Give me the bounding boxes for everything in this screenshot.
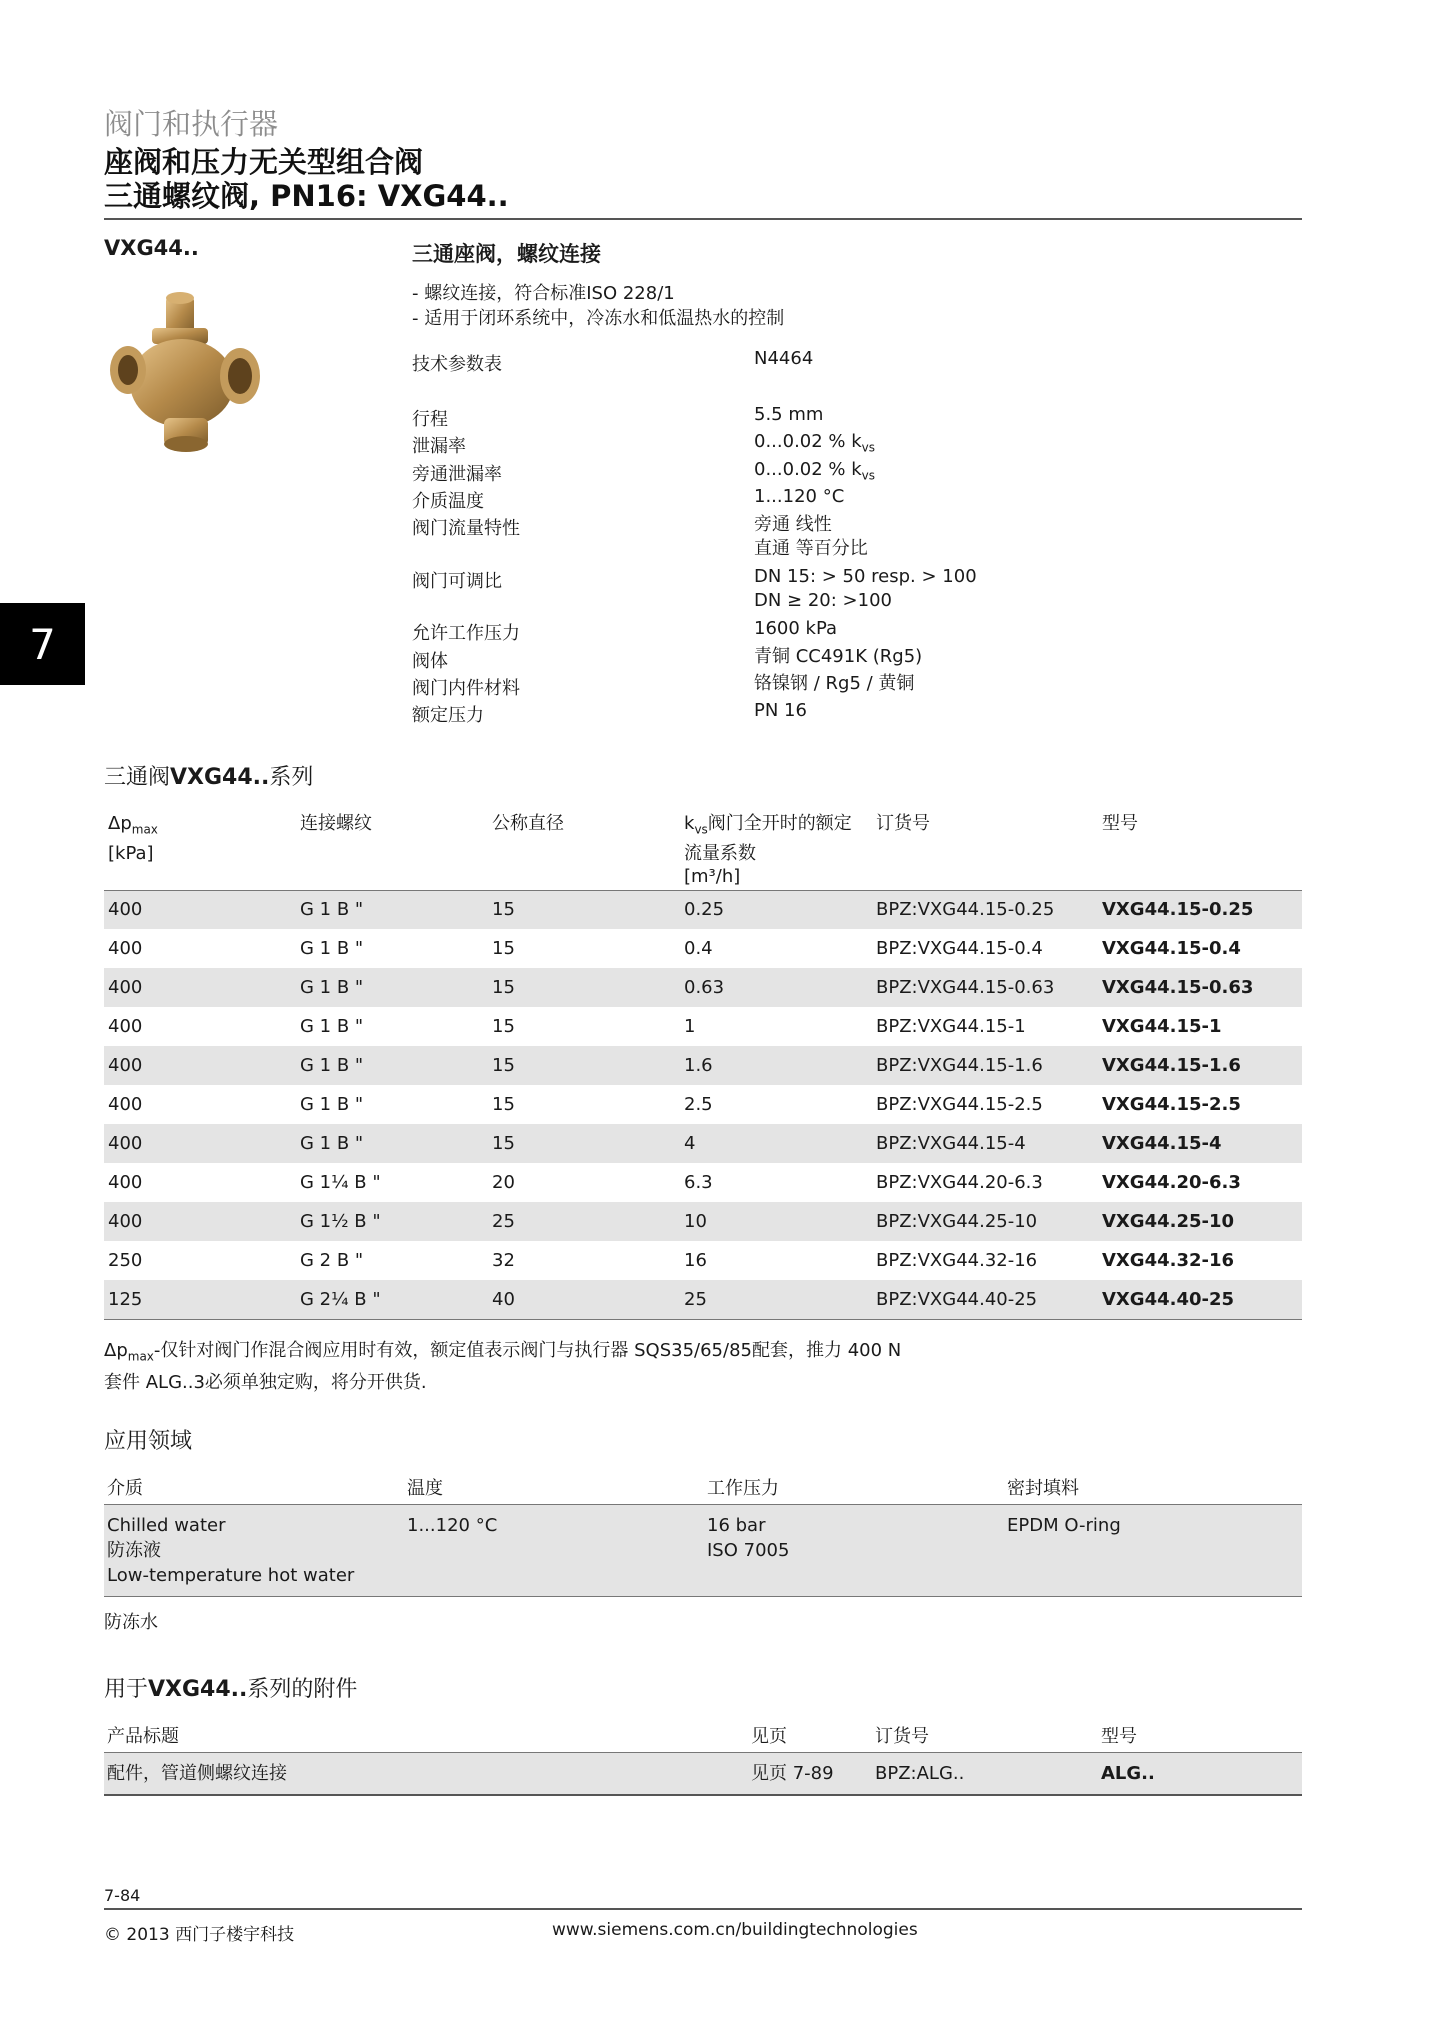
spec-label: 介质温度 bbox=[412, 491, 484, 512]
cell-thread: G 1 B " bbox=[300, 1055, 364, 1076]
cell-type: VXG44.40-25 bbox=[1102, 1288, 1235, 1310]
spec-label: 阀体 bbox=[412, 651, 448, 672]
product-code: VXG44.. bbox=[104, 236, 199, 260]
spec-label: 允许工作压力 bbox=[412, 623, 520, 644]
col-header-title: 产品标题 bbox=[107, 1726, 179, 1747]
cell-dp: 400 bbox=[108, 1094, 143, 1115]
spec-value: N4464 bbox=[754, 348, 814, 369]
table-row bbox=[104, 1241, 1302, 1280]
col-header-type: 型号 bbox=[1101, 1726, 1137, 1747]
cell-dn: 15 bbox=[492, 1094, 515, 1115]
cell-kvs: 1.6 bbox=[684, 1055, 713, 1076]
cell-kvs: 0.25 bbox=[684, 899, 725, 921]
cell-thread: G 1 B " bbox=[300, 938, 364, 959]
series-note: $\Delta p_{max}-$仅针对阀门作混合阀应用时有效，额定值表示阀门与执行器 SQS35/65/85配套，推力 400 N 套件 ALG..3必须单独定购，将分开供货. bbox=[104, 1340, 902, 1393]
chapter-tab: 7 bbox=[0, 603, 85, 685]
spec-value: 铬镍钢 / Rg5 / 黄铜 bbox=[754, 673, 915, 694]
col-header-order: 订货号 bbox=[876, 813, 930, 834]
cell-dp: 400 bbox=[108, 899, 143, 921]
cell-dp: 400 bbox=[108, 938, 143, 959]
cell-thread: G 1¼ B " bbox=[300, 1172, 381, 1193]
cell-order: BPZ:VXG44.15-1 bbox=[876, 1016, 1026, 1037]
cell-order: BPZ:VXG44.25-10 bbox=[876, 1211, 1038, 1232]
footer-divider bbox=[104, 1908, 1302, 1910]
spec-label: 泄漏率 bbox=[412, 436, 466, 457]
cell-type: VXG44.15-1.6 bbox=[1102, 1055, 1241, 1076]
col-header-dn: 公称直径 bbox=[492, 813, 564, 834]
table-row bbox=[104, 1046, 1302, 1085]
cell-dp: 400 bbox=[108, 1133, 143, 1154]
application-section-title: 应用领域 bbox=[104, 1429, 193, 1454]
feature-item: - 适用于闭环系统中，冷冻水和低温热水的控制 bbox=[412, 306, 784, 331]
cell-thread: G 1 B " bbox=[300, 1094, 364, 1115]
cell-thread: G 1 B " bbox=[300, 977, 364, 998]
cell-order: BPZ:ALG.. bbox=[872, 1753, 1098, 1796]
table-row bbox=[104, 1124, 1302, 1163]
feature-list bbox=[412, 281, 784, 331]
cell-thread: G 2 B " bbox=[300, 1250, 364, 1271]
cell-kvs: 10 bbox=[684, 1211, 707, 1232]
cell-thread: G 2¼ B " bbox=[300, 1288, 381, 1310]
website-link[interactable]: www.siemens.com.cn/buildingtechnologies bbox=[552, 1920, 918, 1940]
col-header-medium: 介质 bbox=[107, 1478, 143, 1499]
cell-page-link[interactable]: 见页 7-89 bbox=[748, 1753, 872, 1796]
col-header-type: 型号 bbox=[1102, 813, 1138, 834]
cell-order: BPZ:VXG44.15-0.25 bbox=[876, 899, 1055, 921]
cell-dn: 40 bbox=[492, 1288, 515, 1310]
spec-label: 行程 bbox=[412, 409, 448, 430]
cell-kvs: 2.5 bbox=[684, 1094, 713, 1115]
cell-dn: 15 bbox=[492, 899, 515, 921]
header-divider bbox=[104, 218, 1302, 220]
col-header-order: 订货号 bbox=[875, 1726, 929, 1747]
cell-type: VXG44.15-2.5 bbox=[1102, 1094, 1241, 1115]
col-header-temp: 温度 bbox=[407, 1478, 443, 1499]
spec-label: 阀门流量特性 bbox=[412, 518, 520, 539]
series-table bbox=[104, 812, 1302, 1320]
cell-kvs: 0.4 bbox=[684, 938, 713, 959]
spec-value: 青铜 CC491K (Rg5) bbox=[754, 646, 923, 667]
cell-dp: 400 bbox=[108, 1055, 143, 1076]
application-table bbox=[104, 1464, 1302, 1597]
cell-order: BPZ:VXG44.15-2.5 bbox=[876, 1094, 1043, 1115]
cell-dn: 15 bbox=[492, 1133, 515, 1154]
accessories-section-title: 用于VXG44..系列的附件 bbox=[104, 1677, 358, 1702]
cell-medium: Chilled water 防冻液 Low-temperature hot water bbox=[104, 1505, 404, 1597]
table-row bbox=[104, 968, 1302, 1007]
spec-value: 1600 kPa bbox=[754, 618, 838, 639]
cell-type: VXG44.15-1 bbox=[1102, 1016, 1222, 1037]
application-after-note: 防冻水 bbox=[104, 1612, 158, 1633]
cell-order: BPZ:VXG44.15-1.6 bbox=[876, 1055, 1043, 1076]
col-header-kvs: $k_{vs}$阀门全开时的额定 流量系数 [m³/h] bbox=[684, 813, 852, 887]
cell-dp: 125 bbox=[108, 1288, 143, 1310]
cell-dp: 400 bbox=[108, 1016, 143, 1037]
cell-kvs: 6.3 bbox=[684, 1172, 713, 1193]
cell-order: BPZ:VXG44.40-25 bbox=[876, 1288, 1038, 1310]
spec-value: DN 15: > 50 resp. > 100 DN ≥ 20: >100 bbox=[754, 566, 977, 611]
cell-dn: 15 bbox=[492, 977, 515, 998]
spec-label: 阀门内件材料 bbox=[412, 678, 520, 699]
cell-dp: 250 bbox=[108, 1250, 143, 1271]
cell-temp: 1...120 °C bbox=[404, 1505, 704, 1597]
cell-thread: G 1 B " bbox=[300, 1016, 364, 1037]
cell-dp: 400 bbox=[108, 977, 143, 998]
cell-dn: 15 bbox=[492, 1016, 515, 1037]
cell-dn: 25 bbox=[492, 1211, 515, 1232]
table-row bbox=[104, 1202, 1302, 1241]
cell-order: BPZ:VXG44.15-0.63 bbox=[876, 977, 1055, 998]
cell-seal: EPDM O-ring bbox=[1004, 1505, 1302, 1597]
table-row bbox=[104, 1163, 1302, 1202]
table-row bbox=[104, 1085, 1302, 1124]
cell-thread: G 1½ B " bbox=[300, 1211, 381, 1232]
col-header-seal: 密封填料 bbox=[1007, 1478, 1079, 1499]
spec-value: 1...120 °C bbox=[754, 486, 845, 507]
product-section-title: 三通座阀，螺纹连接 bbox=[412, 242, 601, 266]
cell-title: 配件，管道侧螺纹连接 bbox=[104, 1753, 748, 1796]
cell-order: BPZ:VXG44.32-16 bbox=[876, 1250, 1038, 1271]
cell-type: ALG.. bbox=[1098, 1753, 1302, 1796]
cell-dp: 400 bbox=[108, 1211, 143, 1232]
cell-type: VXG44.20-6.3 bbox=[1102, 1172, 1241, 1193]
header-subtitle: 座阀和压力无关型组合阀 bbox=[104, 145, 424, 179]
cell-kvs: 1 bbox=[684, 1016, 696, 1037]
page-title: 三通螺纹阀, PN16: VXG44.. bbox=[104, 179, 509, 213]
table-row bbox=[104, 890, 1302, 929]
cell-dn: 32 bbox=[492, 1250, 515, 1271]
series-section-title: 三通阀VXG44..系列 bbox=[104, 765, 314, 790]
header-category: 阀门和执行器 bbox=[104, 107, 279, 141]
cell-type: VXG44.15-0.63 bbox=[1102, 977, 1254, 998]
spec-value: 5.5 mm bbox=[754, 404, 824, 425]
spec-value: 0...0.02 % $k_{vs}$ bbox=[754, 431, 876, 455]
cell-dn: 15 bbox=[492, 1055, 515, 1076]
cell-order: BPZ:VXG44.15-4 bbox=[876, 1133, 1026, 1154]
col-header-dp: $\Delta p_{max}$ [kPa] bbox=[108, 813, 158, 864]
cell-type: VXG44.32-16 bbox=[1102, 1250, 1235, 1271]
cell-kvs: 0.63 bbox=[684, 977, 725, 998]
copyright: © 2013 西门子楼宇科技 bbox=[104, 1925, 295, 1945]
valve-image bbox=[104, 288, 264, 458]
spec-value: 0...0.02 % $k_{vs}$ bbox=[754, 459, 876, 483]
cell-kvs: 25 bbox=[684, 1288, 707, 1310]
table-row bbox=[104, 929, 1302, 968]
spec-label: 额定压力 bbox=[412, 705, 484, 726]
accessories-table bbox=[104, 1712, 1302, 1796]
cell-kvs: 16 bbox=[684, 1250, 707, 1271]
col-header-pressure: 工作压力 bbox=[707, 1478, 779, 1499]
spec-value: PN 16 bbox=[754, 700, 807, 721]
spec-label: 旁通泄漏率 bbox=[412, 464, 502, 485]
spec-value: 旁通 线性 直通 等百分比 bbox=[754, 514, 868, 559]
col-header-page: 见页 bbox=[751, 1726, 787, 1747]
cell-kvs: 4 bbox=[684, 1133, 696, 1154]
cell-type: VXG44.25-10 bbox=[1102, 1211, 1235, 1232]
cell-dn: 20 bbox=[492, 1172, 515, 1193]
cell-type: VXG44.15-0.4 bbox=[1102, 938, 1241, 959]
feature-item: - 螺纹连接，符合标准ISO 228/1 bbox=[412, 281, 784, 306]
cell-order: BPZ:VXG44.20-6.3 bbox=[876, 1172, 1043, 1193]
cell-pressure: 16 bar ISO 7005 bbox=[704, 1505, 1004, 1597]
spec-label: 技术参数表 bbox=[412, 354, 502, 375]
cell-type: VXG44.15-4 bbox=[1102, 1133, 1222, 1154]
page-number: 7-84 bbox=[104, 1886, 141, 1905]
cell-dp: 400 bbox=[108, 1172, 143, 1193]
table-row bbox=[104, 1007, 1302, 1046]
cell-type: VXG44.15-0.25 bbox=[1102, 899, 1254, 921]
col-header-thread: 连接螺纹 bbox=[300, 813, 372, 834]
cell-order: BPZ:VXG44.15-0.4 bbox=[876, 938, 1043, 959]
cell-thread: G 1 B " bbox=[300, 899, 364, 921]
cell-thread: G 1 B " bbox=[300, 1133, 364, 1154]
spec-label: 阀门可调比 bbox=[412, 571, 502, 592]
cell-dn: 15 bbox=[492, 938, 515, 959]
table-row bbox=[104, 1280, 1302, 1319]
